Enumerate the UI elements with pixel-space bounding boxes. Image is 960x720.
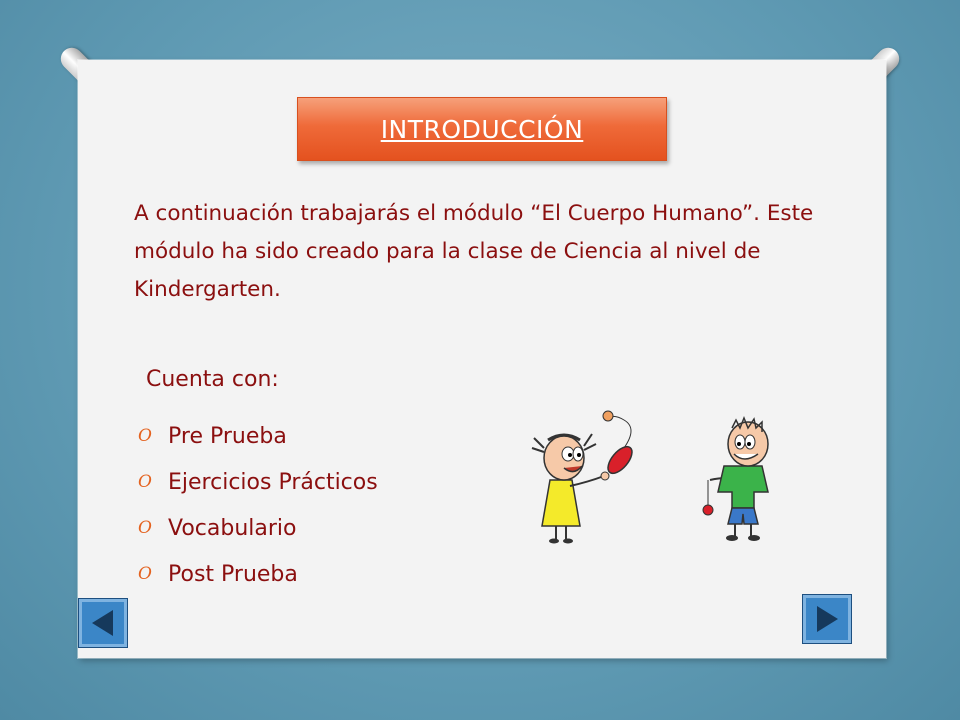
feature-label: Vocabulario (168, 515, 297, 541)
features-heading: Cuenta con: (146, 367, 279, 392)
bullet-icon: O (138, 426, 152, 446)
bullet-icon: O (138, 564, 152, 584)
features-list (138, 413, 378, 597)
list-item (138, 413, 378, 459)
triangle-right-icon (803, 595, 851, 643)
girl-with-paddleball-icon (532, 411, 636, 544)
triangle-left-icon (79, 599, 127, 647)
list-item (138, 551, 378, 597)
feature-label: Ejercicios Prácticos (168, 469, 378, 495)
feature-label: Post Prueba (168, 561, 298, 587)
intro-paragraph: A continuación trabajarás el módulo “El Cuerpo Humano”. Este módulo ha sido creado para la clase de Ciencia al nivel de Kindergarten. (134, 201, 814, 302)
title-banner[interactable] (297, 97, 667, 161)
children-playing-illustration (528, 408, 798, 548)
list-item (138, 505, 378, 551)
feature-label: Pre Prueba (168, 423, 287, 449)
back-button[interactable] (78, 598, 128, 648)
list-item (138, 459, 378, 505)
bullet-icon: O (138, 472, 152, 492)
bullet-icon: O (138, 518, 152, 538)
boy-with-yoyo-icon (703, 418, 768, 541)
next-button[interactable] (802, 594, 852, 644)
slide-title[interactable]: INTRODUCCIÓN (380, 114, 584, 144)
